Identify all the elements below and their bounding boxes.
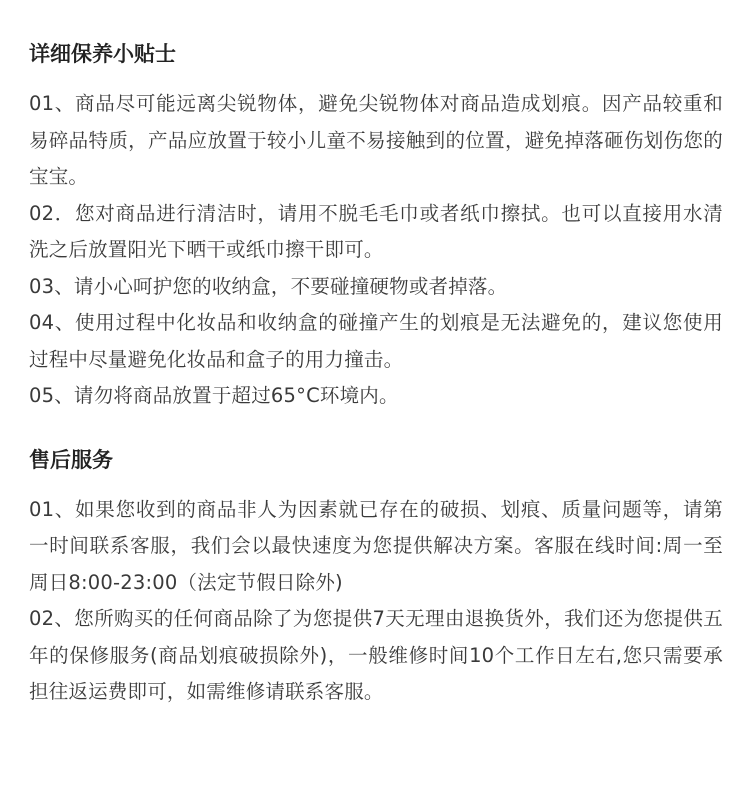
after-sale-list [29,492,723,711]
after-sale-item: 01、如果您收到的商品非人为因素就已存在的破损、划痕、质量问题等，请第一时间联系客服，我们会以最快速度为您提供解决方案。客服在线时间:周一至周日8:00-23:00（法定节假日除外) [29,497,723,594]
care-tip-item: 03、请小心呵护您的收纳盒，不要碰撞硬物或者掉落。 [29,274,508,298]
after-sale-section [29,415,723,711]
care-tips-list [29,86,723,415]
care-tip-item: 04、使用过程中化妆品和收纳盒的碰撞产生的划痕是无法避免的，建议您使用过程中尽量避免化妆品和盒子的用力撞击。 [29,311,723,371]
care-tip-item: 02．您对商品进行清洁时，请用不脱毛毛巾或者纸巾擦拭。也可以直接用水清洗之后放置阳光下晒干或纸巾擦干即可。 [29,201,723,261]
care-tip-item: 05、请勿将商品放置于超过65°C环境内。 [29,384,399,407]
care-tips-section [29,0,723,415]
after-sale-item: 02、您所购买的任何商品除了为您提供7天无理由退换货外，我们还为您提供五年的保修服务(商品划痕破损除外)，一般维修时间10个工作日左右,您只需要承担往返运费即可，如需维修请联系客服。 [29,607,723,703]
care-tip-item: 01、商品尽可能远离尖锐物体，避免尖锐物体对商品造成划痕。因产品较重和易碎品特质，产品应放置于较小儿童不易接触到的位置，避免掉落砸伤划伤您的宝宝。 [29,92,723,188]
care-tips-title: 详细保养小贴士 [29,42,176,66]
after-sale-title: 售后服务 [29,447,113,472]
